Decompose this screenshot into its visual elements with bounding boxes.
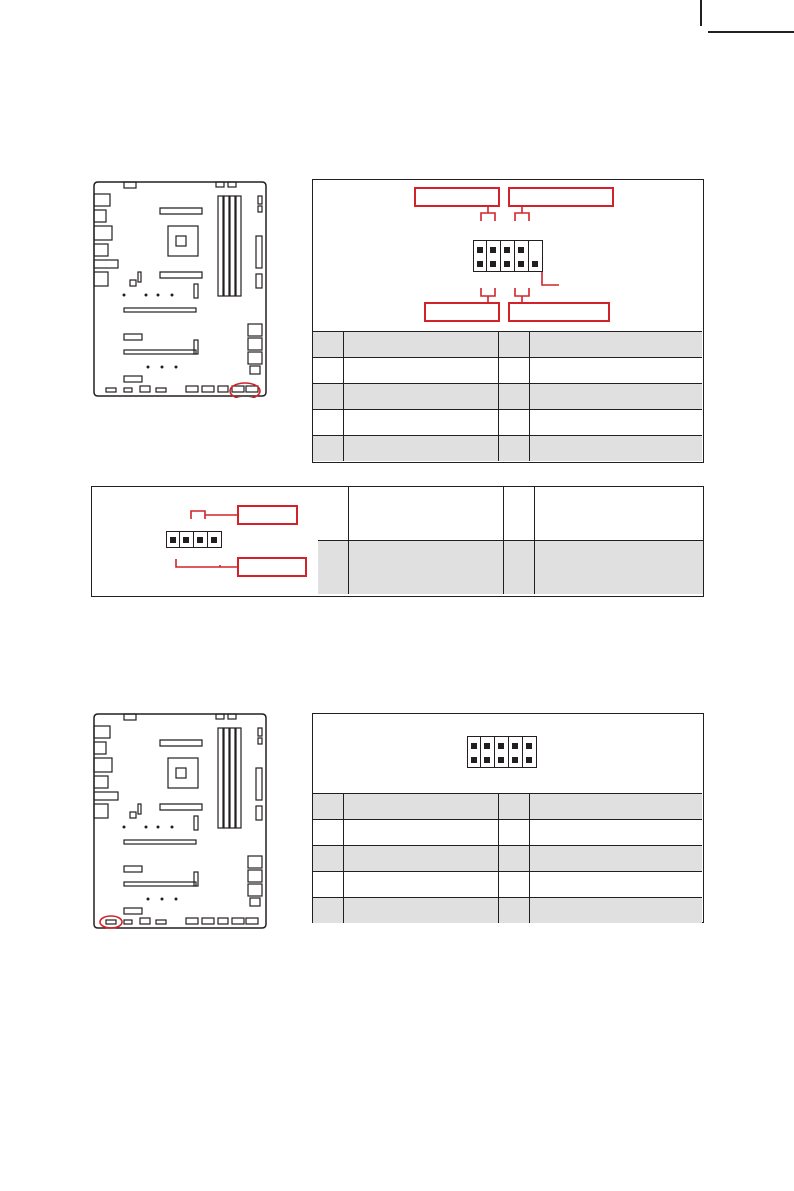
pin-table (313, 331, 702, 461)
pin-header-2x5 (473, 240, 543, 272)
pin-header-2x5 (467, 736, 537, 768)
pin-table (313, 793, 702, 923)
pin-column (495, 736, 509, 768)
connector-pinout-panel (312, 713, 704, 923)
table-row (313, 384, 702, 410)
pin-column (473, 240, 487, 272)
table-row (318, 541, 703, 595)
table-row (313, 358, 702, 384)
pin-column (467, 736, 481, 768)
table-row (313, 872, 702, 898)
four-pin-panel (91, 486, 704, 597)
table-row (318, 486, 703, 541)
pin-column (501, 240, 515, 272)
pin-column (481, 736, 495, 768)
motherboard-diagram (90, 712, 270, 930)
pin-column (509, 736, 523, 768)
pin-column (487, 240, 501, 272)
connector-location-marker (100, 916, 122, 928)
pin-header-1x4 (166, 531, 222, 548)
motherboard-outline (90, 180, 270, 398)
motherboard-outline (90, 712, 270, 930)
table-row (313, 898, 702, 924)
pin-column-keyed (529, 240, 543, 272)
pin-cell (166, 531, 180, 548)
table-row (313, 794, 702, 820)
pin-column (523, 736, 537, 768)
pin-cell (208, 531, 222, 548)
table-row (313, 820, 702, 846)
table-row (313, 846, 702, 872)
pin-cell (194, 531, 208, 548)
pin-column (515, 240, 529, 272)
table-row (313, 410, 702, 436)
table-row (313, 332, 702, 358)
pin-cell (180, 531, 194, 548)
motherboard-diagram (90, 180, 270, 398)
pin-table (318, 486, 703, 594)
crop-mark (708, 31, 794, 33)
table-row (313, 436, 702, 462)
connector-pinout-panel (312, 179, 704, 463)
crop-mark-vertical (700, 0, 702, 26)
